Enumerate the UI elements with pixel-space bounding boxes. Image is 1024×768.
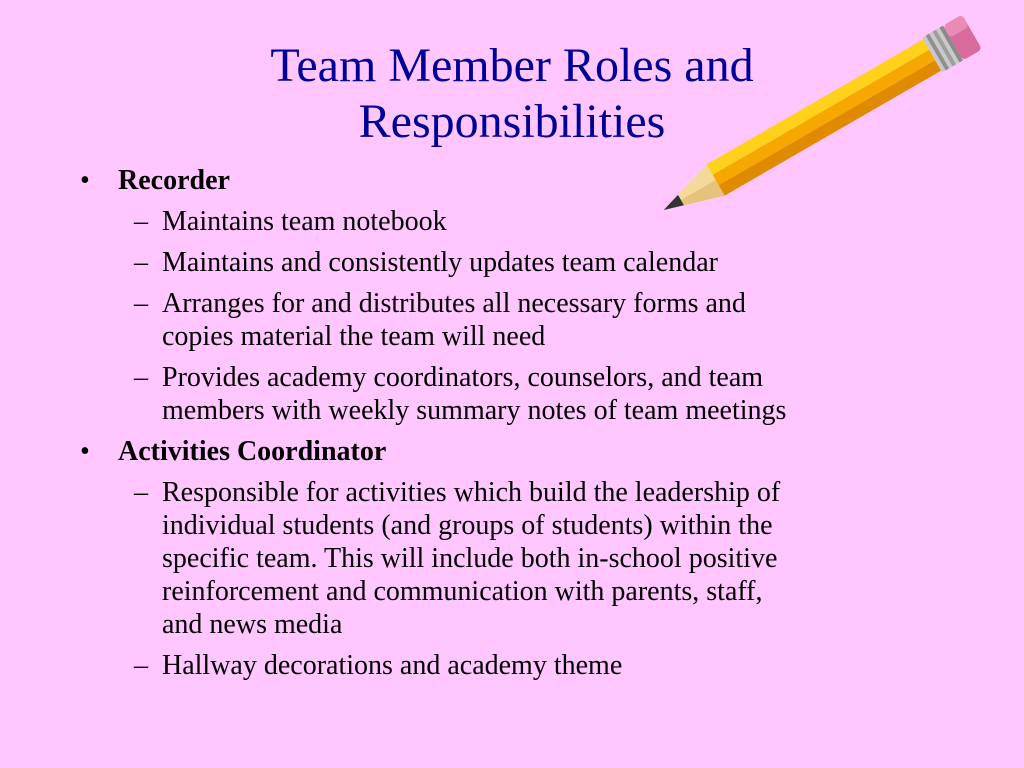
text-line: Provides academy coordinators, counselors, and team [162, 362, 764, 393]
text-line: and news media [162, 609, 343, 640]
dash-marker: – [134, 247, 148, 278]
text-line: reinforcement and communication with parents, staff, [162, 576, 763, 607]
text-line: individual students (and groups of students) within the [162, 510, 773, 541]
title-line-2: Responsibilities [358, 95, 666, 148]
dash-marker: – [134, 650, 148, 681]
dash-marker: – [134, 477, 148, 508]
dash-marker: – [134, 288, 148, 319]
bullet-activities-coordinator [80, 435, 920, 468]
bullet-recorder [80, 164, 920, 197]
sub-item [124, 205, 920, 238]
sub-item-text [162, 361, 920, 427]
sub-item-text [162, 205, 920, 238]
sub-item [124, 361, 920, 427]
bullet-label: Activities Coordinator [118, 436, 387, 467]
sub-item [124, 649, 920, 682]
text-line: Arranges for and distributes all necessary forms and [162, 288, 746, 319]
sub-item [124, 287, 920, 353]
bullet-dot: • [80, 165, 90, 196]
text-line: Maintains team notebook [162, 206, 447, 237]
text-line: members with weekly summary notes of team meetings [162, 395, 787, 426]
bullet-label: Recorder [118, 165, 230, 196]
title-line-1: Team Member Roles and [270, 39, 754, 92]
bullet-dot: • [80, 436, 90, 467]
text-line: Maintains and consistently updates team calendar [162, 247, 718, 278]
sub-item-text [162, 246, 920, 279]
text-line: Responsible for activities which build the leadership of [162, 477, 781, 508]
text-line: specific team. This will include both in-school positive [162, 543, 778, 574]
text-line: copies material the team will need [162, 321, 546, 352]
sub-item-text [162, 649, 920, 682]
text-line: Hallway decorations and academy theme [162, 650, 623, 681]
dash-marker: – [134, 362, 148, 393]
sub-item-text [162, 287, 920, 353]
sub-item [124, 476, 920, 641]
slide-body [80, 164, 920, 690]
dash-marker: – [134, 206, 148, 237]
sub-item [124, 246, 920, 279]
sub-item-text [162, 476, 920, 641]
